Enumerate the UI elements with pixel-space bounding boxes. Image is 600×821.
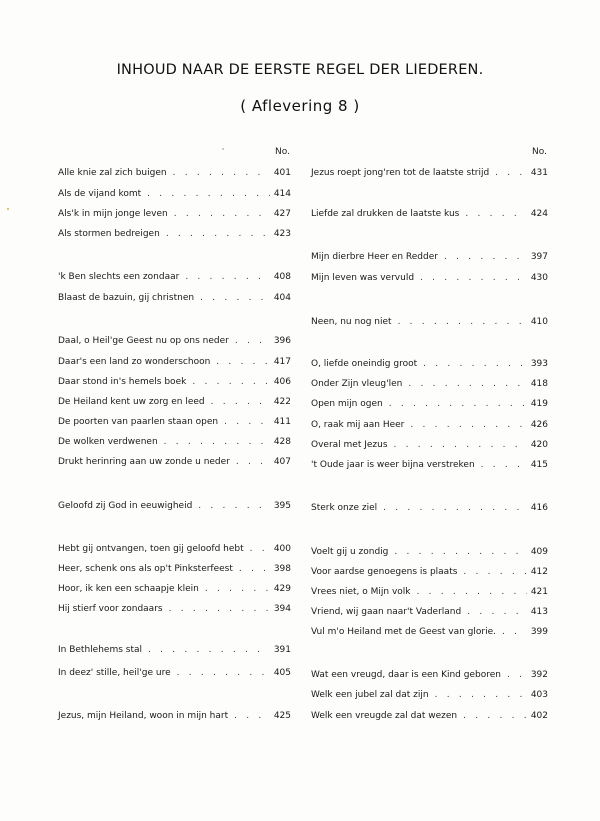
entry-title: De wolken verdwenen xyxy=(58,437,158,447)
entry-title: Mijn leven was vervuld xyxy=(311,273,415,283)
index-entry xyxy=(311,418,548,432)
entry-number: 421 xyxy=(530,587,548,597)
entry-title: In deez' stille, heil'ge ure xyxy=(58,668,171,678)
entry-number: 398 xyxy=(273,564,291,574)
index-entry xyxy=(58,415,291,429)
entry-title: Drukt herinring aan uw zonde u neder xyxy=(58,457,230,467)
index-entry xyxy=(58,435,291,449)
entry-title: Geloofd zij God in eeuwigheid xyxy=(58,501,193,511)
entry-number: 420 xyxy=(530,440,548,450)
entry-title: Neen, nu nog niet xyxy=(311,317,392,327)
entry-title: Vriend, wij gaan naar't Vaderland xyxy=(311,607,462,617)
index-entry xyxy=(311,438,548,452)
scan-speck xyxy=(7,208,9,210)
entry-number: 419 xyxy=(530,399,548,409)
index-entry xyxy=(311,688,548,702)
entry-title: Daar stond in's hemels boek xyxy=(58,377,187,387)
entry-title: Vul m'o Heiland met de Geest van glorie. xyxy=(311,627,496,637)
page-title: INHOUD NAAR DE EERSTE REGEL DER LIEDEREN. xyxy=(116,62,484,78)
entry-number: 394 xyxy=(273,604,291,614)
entry-number: 396 xyxy=(273,336,291,346)
index-entry xyxy=(58,334,291,348)
entry-title: Als de vijand komt xyxy=(58,189,142,199)
entry-number: 429 xyxy=(273,584,291,594)
index-entry xyxy=(58,207,291,221)
entry-number: 393 xyxy=(530,359,548,369)
entry-title: Welk een vreugde zal dat wezen xyxy=(311,711,458,721)
entry-title: Vrees niet, o Mijn volk xyxy=(311,587,411,597)
index-entry xyxy=(58,709,291,723)
index-entry xyxy=(311,458,548,472)
entry-title: Voelt gij u zondig xyxy=(311,547,389,557)
entry-number: 406 xyxy=(273,377,291,387)
entry-title: Onder Zijn vleug'len xyxy=(311,379,403,389)
entry-number: 431 xyxy=(530,168,548,178)
index-entry xyxy=(311,397,548,411)
entry-number: 416 xyxy=(530,503,548,513)
entry-number: 405 xyxy=(273,668,291,678)
entry-title: O, raak mij aan Heer xyxy=(311,420,405,430)
index-entry xyxy=(58,395,291,409)
entry-title: Alle knie zal zich buigen xyxy=(58,168,167,178)
entry-number: 391 xyxy=(273,645,291,655)
index-entry xyxy=(58,542,291,556)
right-number-header: No. xyxy=(532,147,547,157)
index-entry xyxy=(58,602,291,616)
entry-number: 428 xyxy=(273,437,291,447)
entry-title: Blaast de bazuin, gij christnen xyxy=(58,293,195,303)
index-entry xyxy=(311,166,548,180)
entry-number: 430 xyxy=(530,273,548,283)
entry-number: 408 xyxy=(273,272,291,282)
index-entry xyxy=(58,227,291,241)
entry-title: 'k Ben slechts een zondaar xyxy=(58,272,180,282)
index-entry xyxy=(58,643,291,657)
entry-title: Hij stierf voor zondaars xyxy=(58,604,163,614)
page-subtitle: ( Aflevering 8 ) xyxy=(240,97,360,115)
entry-title: Welk een jubel zal dat zijn xyxy=(311,690,429,700)
entry-title: De poorten van paarlen staan open xyxy=(58,417,219,427)
index-entry xyxy=(311,271,548,285)
index-entry xyxy=(311,605,548,619)
entry-number: 410 xyxy=(530,317,548,327)
index-entry xyxy=(58,562,291,576)
entry-title: Wat een vreugd, daar is een Kind geboren xyxy=(311,670,501,680)
entry-title: Liefde zal drukken de laatste kus xyxy=(311,209,460,219)
entry-number: 403 xyxy=(530,690,548,700)
entry-title: Als stormen bedreigen xyxy=(58,229,160,239)
index-entry xyxy=(311,668,548,682)
entry-number: 401 xyxy=(273,168,291,178)
entry-number: 395 xyxy=(273,501,291,511)
entry-number: 422 xyxy=(273,397,291,407)
index-entry xyxy=(311,565,548,579)
index-entry xyxy=(311,250,548,264)
index-entry xyxy=(311,625,548,639)
index-entry xyxy=(311,377,548,391)
scan-speck xyxy=(222,148,224,150)
index-entry xyxy=(58,187,291,201)
entry-number: 424 xyxy=(530,209,548,219)
entry-title: Daal, o Heil'ge Geest nu op ons neder xyxy=(58,336,229,346)
index-entry xyxy=(58,582,291,596)
entry-title: Mijn dierbre Heer en Redder xyxy=(311,252,438,262)
entry-title: Daar's een land zo wonderschoon xyxy=(58,357,211,367)
entry-number: 426 xyxy=(530,420,548,430)
entry-number: 427 xyxy=(273,209,291,219)
index-entry xyxy=(58,375,291,389)
entry-number: 399 xyxy=(530,627,548,637)
index-entry xyxy=(311,357,548,371)
entry-number: 407 xyxy=(273,457,291,467)
entry-title: Voor aardse genoegens is plaats xyxy=(311,567,458,577)
entry-number: 397 xyxy=(530,252,548,262)
entry-title: 't Oude jaar is weer bijna verstreken xyxy=(311,460,475,470)
entry-number: 392 xyxy=(530,670,548,680)
entry-title: Hoor, ik ken een schaapje klein xyxy=(58,584,199,594)
entry-number: 418 xyxy=(530,379,548,389)
entry-number: 402 xyxy=(530,711,548,721)
index-entry xyxy=(58,291,291,305)
index-entry xyxy=(311,585,548,599)
index-entry xyxy=(58,355,291,369)
entry-title: Als'k in mijn jonge leven xyxy=(58,209,168,219)
entry-number: 404 xyxy=(273,293,291,303)
entry-number: 413 xyxy=(530,607,548,617)
entry-number: 425 xyxy=(273,711,291,721)
index-entry xyxy=(311,207,548,221)
entry-number: 412 xyxy=(530,567,548,577)
entry-title: Overal met Jezus xyxy=(311,440,388,450)
index-entry xyxy=(58,270,291,284)
entry-title: Jezus roept jong'ren tot de laatste strijd xyxy=(311,168,490,178)
index-entry xyxy=(311,545,548,559)
entry-title: O, liefde oneindig groot xyxy=(311,359,418,369)
entry-number: 414 xyxy=(273,189,291,199)
entry-title: Heer, schenk ons als op't Pinksterfeest xyxy=(58,564,233,574)
entry-number: 411 xyxy=(273,417,291,427)
index-entry xyxy=(58,666,291,680)
entry-title: Hebt gij ontvangen, toen gij geloofd hebt xyxy=(58,544,244,554)
entry-number: 423 xyxy=(273,229,291,239)
index-entry xyxy=(311,315,548,329)
index-entry xyxy=(58,499,291,513)
entry-title: Open mijn ogen xyxy=(311,399,383,409)
left-number-header: No. xyxy=(275,147,290,157)
entry-number: 409 xyxy=(530,547,548,557)
entry-number: 415 xyxy=(530,460,548,470)
entry-number: 400 xyxy=(273,544,291,554)
index-entry xyxy=(311,709,548,723)
index-entry xyxy=(58,455,291,469)
entry-title: Jezus, mijn Heiland, woon in mijn hart xyxy=(58,711,229,721)
entry-title: In Bethlehems stal xyxy=(58,645,142,655)
entry-number: 417 xyxy=(273,357,291,367)
entry-title: De Heiland kent uw zorg en leed xyxy=(58,397,205,407)
entry-title: Sterk onze ziel xyxy=(311,503,378,513)
index-entry xyxy=(58,166,291,180)
index-entry xyxy=(311,501,548,515)
